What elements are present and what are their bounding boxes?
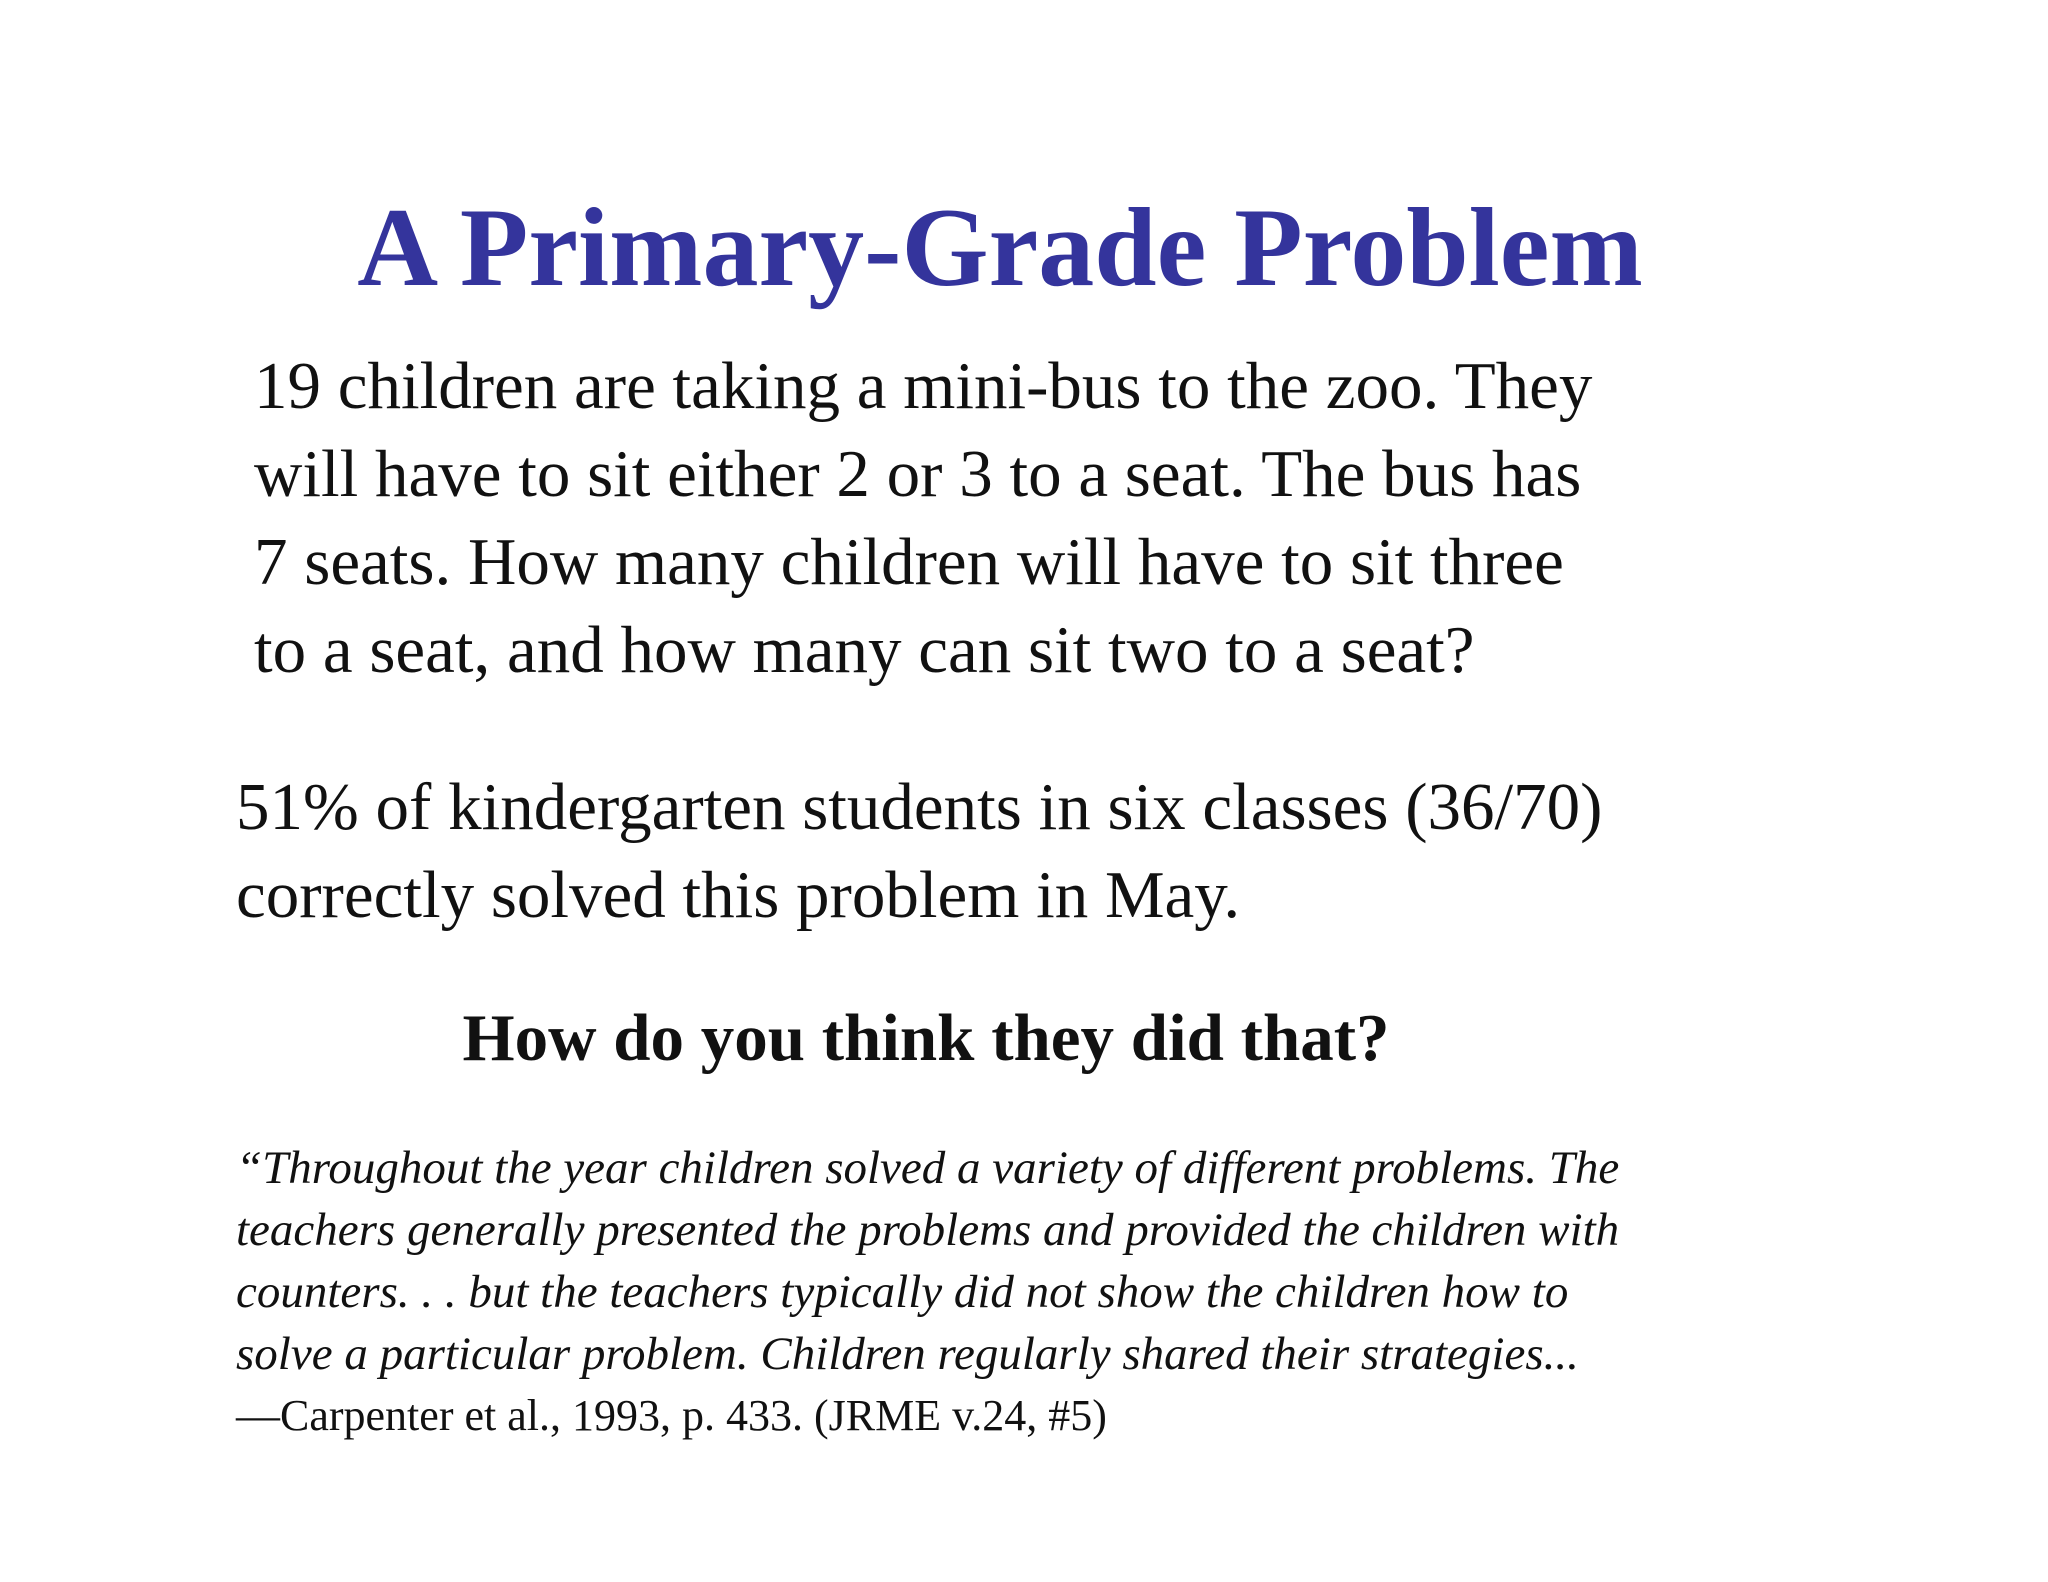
problem-line-2: will have to sit either 2 or 3 to a seat. The bus has [254, 437, 1582, 511]
quote-line-2: teachers generally presented the problems and provided the children with [236, 1204, 1620, 1256]
problem-line-3: 7 seats. How many children will have to sit three [254, 525, 1564, 599]
slide-title-text: A Primary-Grade Problem [357, 186, 1643, 310]
result-line-1: 51% of kindergarten students in six classes (36/70) [236, 770, 1603, 844]
result-line-2: correctly solved this problem in May. [236, 858, 1241, 932]
citation: —Carpenter et al., 1993, p. 433. (JRME v.24, #5) [236, 1391, 1107, 1440]
discussion-question [0, 998, 2048, 1078]
quote-line-3: counters. . . but the teachers typically did not show the children how to [236, 1266, 1569, 1318]
quote-line-4: solve a particular problem. Children regularly shared their strategies... [236, 1328, 1579, 1380]
slide-title [0, 183, 2048, 313]
quote-line-1: “Throughout the year children solved a variety of different problems. The [236, 1142, 1620, 1194]
discussion-question-text: How do you think they did that? [462, 1001, 1390, 1075]
problem-line-4: to a seat, and how many can sit two to a seat? [254, 613, 1475, 687]
problem-line-1: 19 children are taking a mini-bus to the zoo. They [254, 349, 1593, 423]
